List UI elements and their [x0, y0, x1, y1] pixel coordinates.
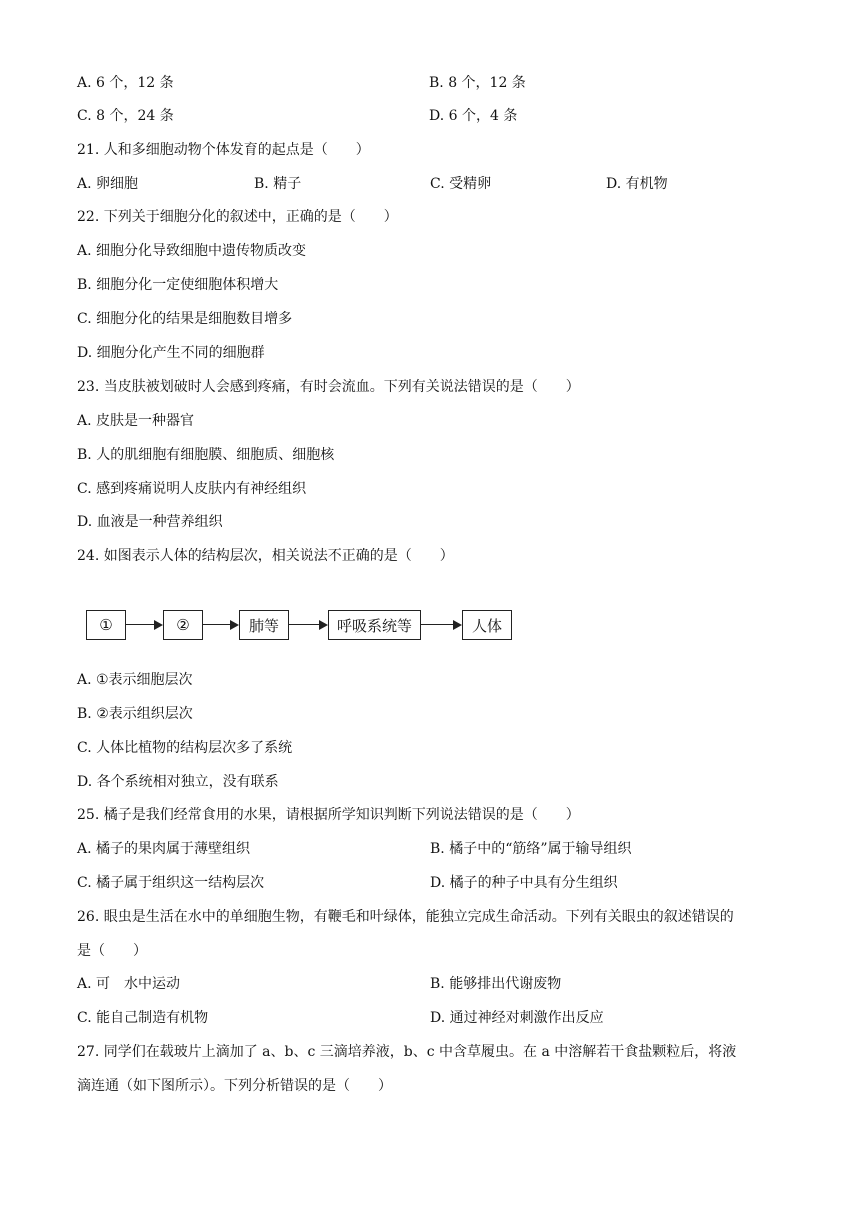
diagram-box-4: 呼吸系统等: [328, 610, 421, 640]
q21-option-c: C. 受精卵: [430, 176, 492, 192]
q26-option-d: D. 通过神经对刺激作出反应: [430, 1010, 604, 1026]
q22-option-b: B. 细胞分化一定使细胞体积增大: [77, 277, 279, 293]
q24-option-a: A. ①表示细胞层次: [77, 672, 193, 688]
q26-stem-line1: 26. 眼虫是生活在水中的单细胞生物，有鞭毛和叶绿体，能独立完成生命活动。下列有关眼虫的叙述错误的: [77, 909, 734, 925]
q26-stem-line2: 是（ ）: [77, 943, 147, 959]
q25-option-b: B. 橘子中的“筋络”属于输导组织: [430, 841, 632, 857]
q26-option-b: B. 能够排出代谢废物: [430, 976, 562, 992]
q20-option-b: B. 8 个，12 条: [429, 75, 526, 91]
q22-option-a: A. 细胞分化导致细胞中遗传物质改变: [77, 243, 307, 259]
diagram-box-3: 肺等: [239, 610, 289, 640]
diagram-box-5: 人体: [462, 610, 512, 640]
q25-stem: 25. 橘子是我们经常食用的水果，请根据所学知识判断下列说法错误的是（ ）: [77, 807, 580, 823]
q23-stem: 23. 当皮肤被划破时人会感到疼痛，有时会流血。下列有关说法错误的是（ ）: [77, 379, 580, 395]
q21-option-a: A. 卵细胞: [77, 176, 139, 192]
q23-option-d: D. 血液是一种营养组织: [77, 514, 223, 530]
q25-option-d: D. 橘子的种子中具有分生组织: [430, 875, 618, 891]
q25-option-c: C. 橘子属于组织这一结构层次: [77, 875, 265, 891]
q24-option-c: C. 人体比植物的结构层次多了系统: [77, 740, 293, 756]
q26-option-a: A. 可 水中运动: [77, 976, 181, 992]
q25-option-a: A. 橘子的果肉属于薄壁组织: [77, 841, 251, 857]
structure-levels-diagram: [86, 610, 516, 644]
q20-option-a: A. 6 个，12 条: [77, 75, 174, 91]
q20-option-c: C. 8 个，24 条: [77, 108, 174, 124]
diagram-box-2: ②: [163, 610, 203, 640]
q22-option-d: D. 细胞分化产生不同的细胞群: [77, 345, 265, 361]
q21-option-d: D. 有机物: [606, 176, 668, 192]
q23-option-a: A. 皮肤是一种器官: [77, 413, 195, 429]
q27-stem-line1: 27. 同学们在载玻片上滴加了 a、b、c 三滴培养液，b、c 中含草履虫。在 a 中溶解若干食盐颗粒后，将液: [77, 1044, 737, 1060]
q20-option-d: D. 6 个，4 条: [429, 108, 518, 124]
q23-option-b: B. 人的肌细胞有细胞膜、细胞质、细胞核: [77, 447, 335, 463]
q24-option-b: B. ②表示组织层次: [77, 706, 193, 722]
q22-option-c: C. 细胞分化的结果是细胞数目增多: [77, 311, 293, 327]
q24-stem: 24. 如图表示人体的结构层次，相关说法不正确的是（ ）: [77, 548, 454, 564]
q24-option-d: D. 各个系统相对独立，没有联系: [77, 774, 279, 790]
q21-stem: 21. 人和多细胞动物个体发育的起点是（ ）: [77, 142, 370, 158]
diagram-box-1: ①: [86, 610, 126, 640]
q27-stem-line2: 滴连通（如下图所示）。下列分析错误的是（ ）: [77, 1078, 392, 1094]
q26-option-c: C. 能自己制造有机物: [77, 1010, 209, 1026]
q22-stem: 22. 下列关于细胞分化的叙述中，正确的是（ ）: [77, 209, 398, 225]
q23-option-c: C. 感到疼痛说明人皮肤内有神经组织: [77, 481, 307, 497]
q21-option-b: B. 精子: [254, 176, 302, 192]
